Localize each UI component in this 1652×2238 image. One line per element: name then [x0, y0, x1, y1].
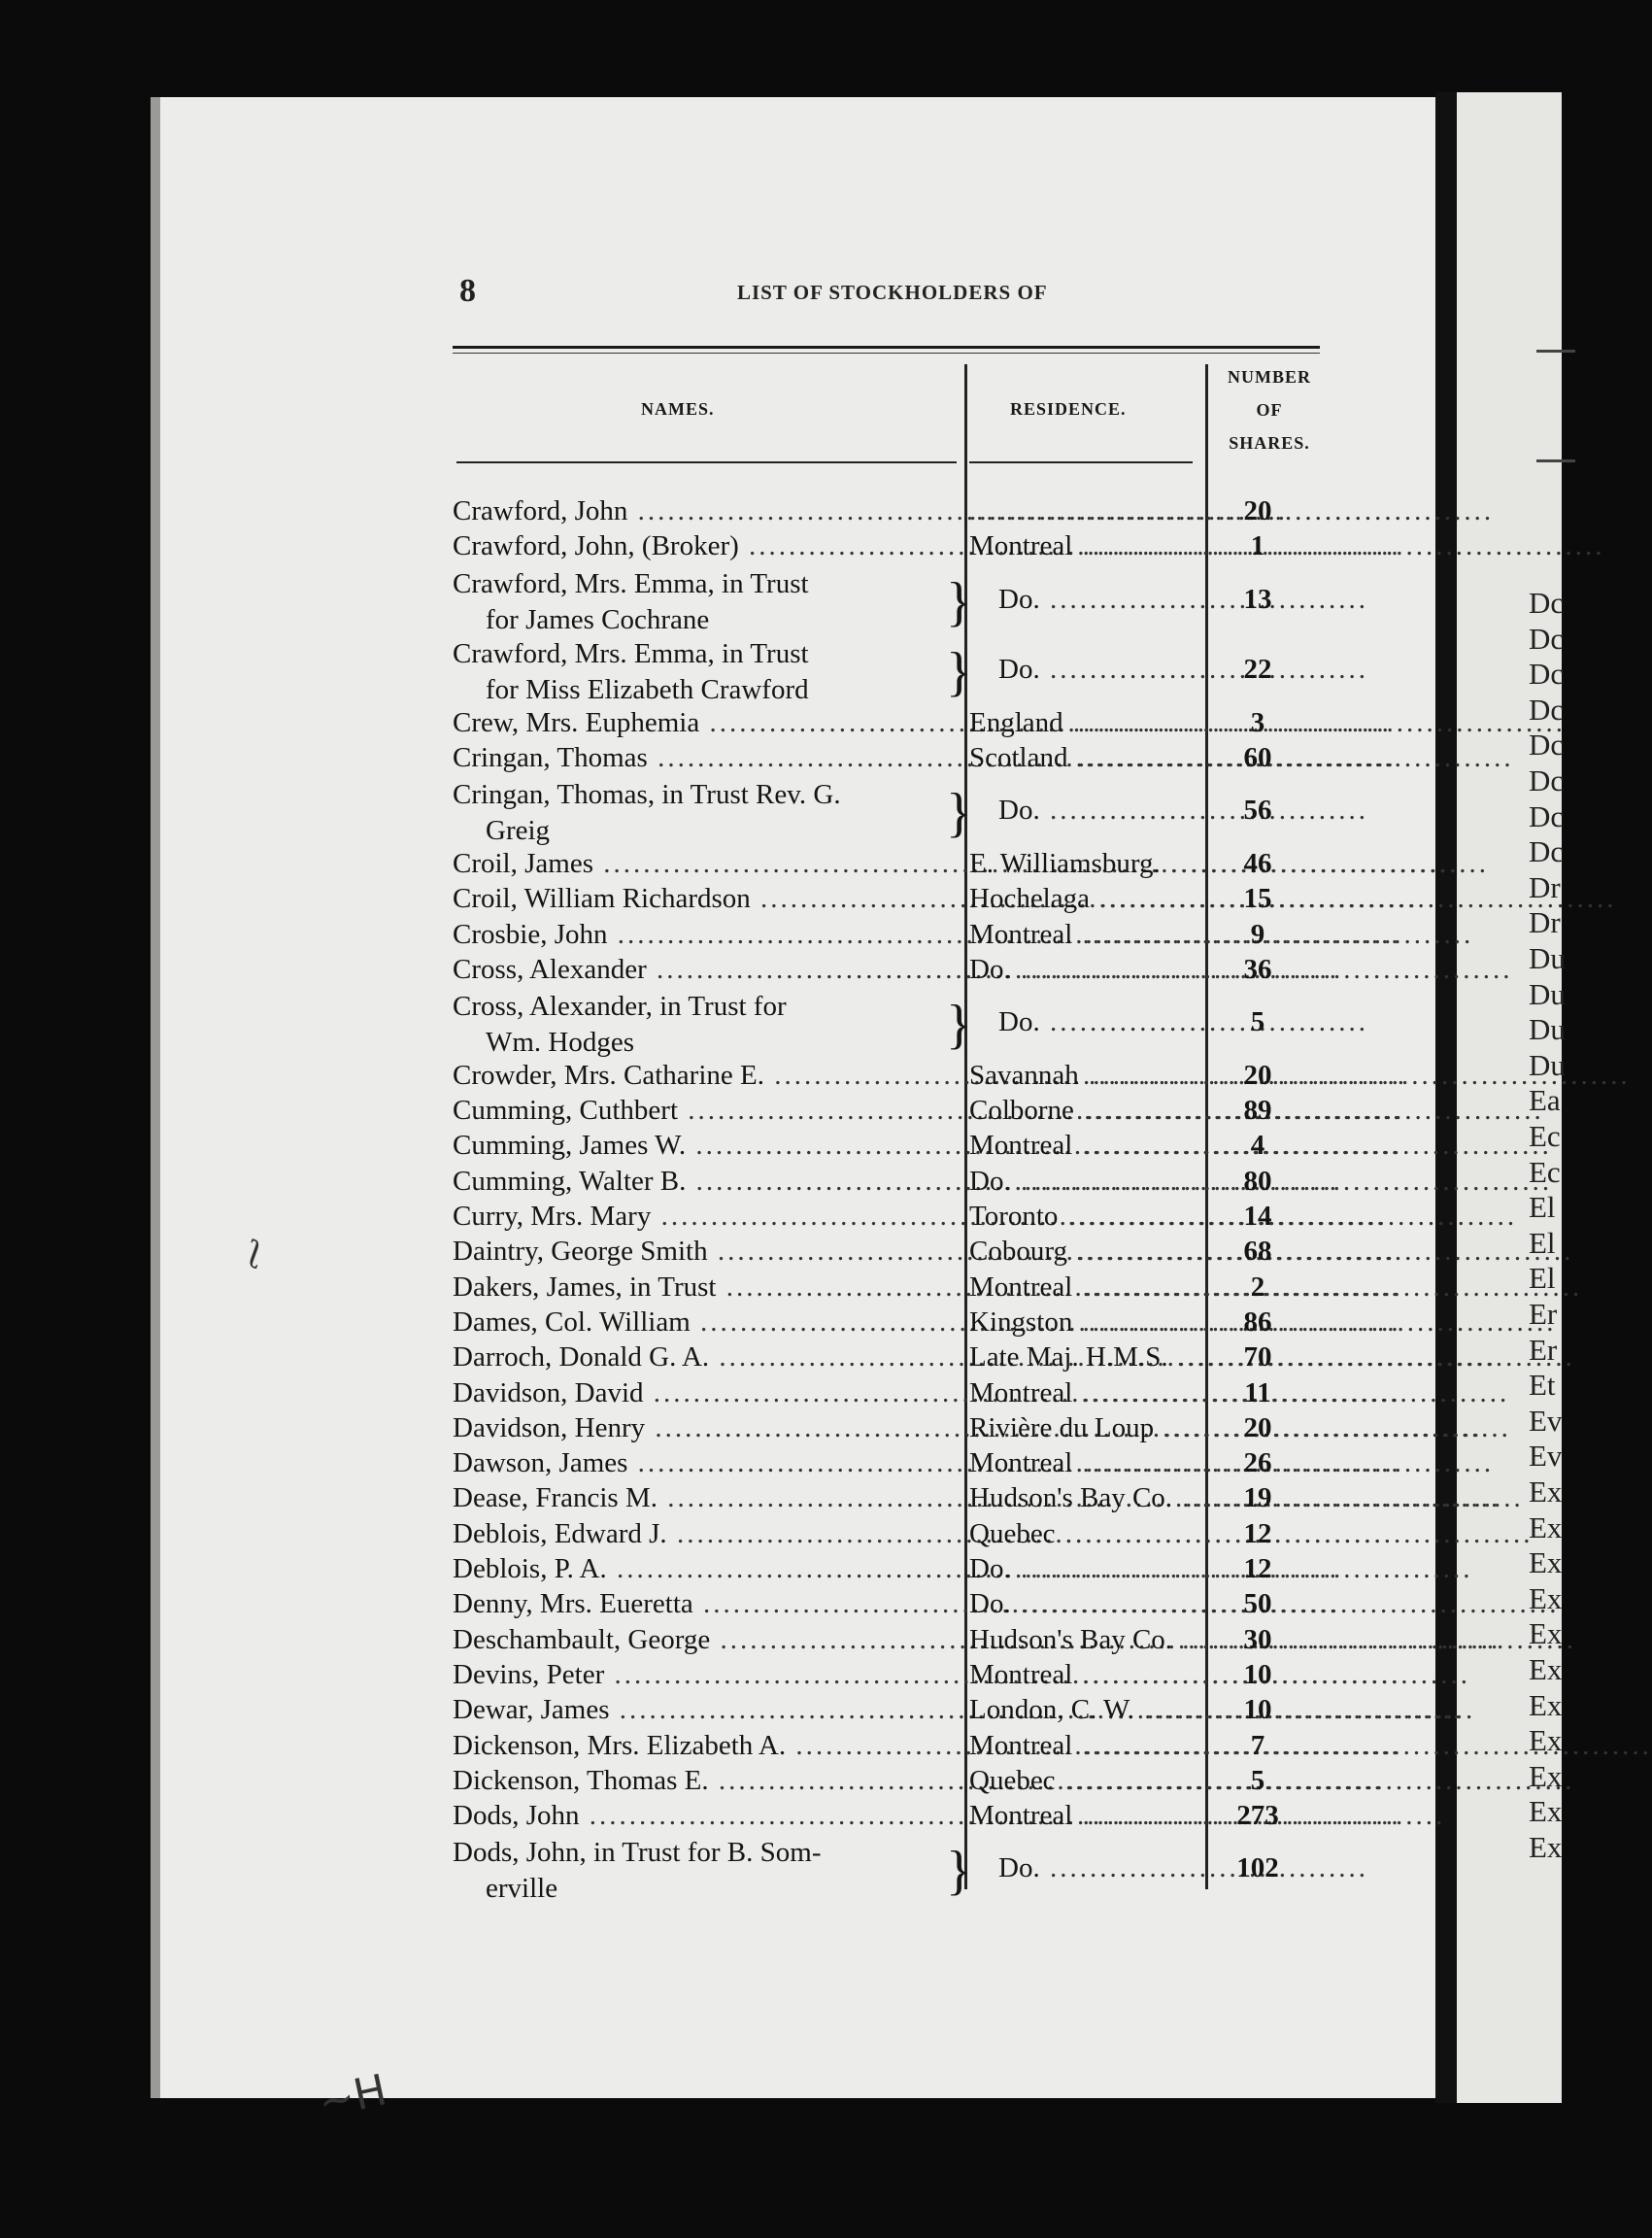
share-count: 102 — [1236, 1852, 1279, 1884]
shares-header-line: SHARES. — [1229, 433, 1310, 453]
share-count: 4 — [1250, 1130, 1265, 1162]
share-count: 2 — [1250, 1271, 1265, 1303]
share-count: 22 — [1243, 654, 1272, 686]
column-header-residence: RESIDENCE. — [1010, 399, 1127, 419]
share-count: 20 — [1243, 495, 1272, 526]
residence: Do. ..... — [969, 1852, 1224, 1884]
residence: Do. ..... — [969, 1588, 1195, 1620]
residence: Late Maj. H.M.S. ..... — [969, 1341, 1195, 1373]
brace-mark: } — [946, 783, 972, 844]
residence: Do. ..... — [969, 1166, 1195, 1198]
share-count: 10 — [1243, 1658, 1272, 1690]
share-count: 3 — [1250, 706, 1265, 738]
residence: Hudson's Bay Co. ..... — [969, 1482, 1195, 1514]
facing-page-fragment: Ex — [1529, 1758, 1563, 1793]
facing-page-fragment: Ex — [1529, 1509, 1563, 1544]
name-line-2: Wm. Hodges — [486, 1027, 635, 1059]
share-count: 5 — [1250, 1764, 1265, 1796]
stockholder-name: Devins, Peter ..... — [453, 1659, 960, 1691]
stockholder-name: Dakers, James, in Trust ..... — [453, 1272, 960, 1304]
stockholder-name: Davidson, Henry ..... — [453, 1412, 960, 1444]
pencil-mark: ʅ — [240, 1231, 272, 1278]
share-count: 273 — [1236, 1800, 1279, 1832]
name-line-1: Cross, Alexander, in Trust for — [453, 991, 787, 1023]
share-count: 13 — [1243, 583, 1272, 615]
stockholder-name: Cringan, Thomas ..... — [453, 742, 960, 774]
share-count: 30 — [1243, 1623, 1272, 1655]
stockholder-name: Dickenson, Mrs. Elizabeth A. ..... — [453, 1730, 960, 1762]
share-count: 14 — [1243, 1201, 1272, 1232]
stockholder-name: Darroch, Donald G. A. ..... — [453, 1341, 960, 1373]
share-count: 11 — [1244, 1376, 1271, 1408]
stockholder-name: Deschambault, George ..... — [453, 1624, 960, 1656]
residence: Montreal ..... — [969, 1730, 1195, 1762]
residence: Do. ..... — [969, 795, 1224, 827]
facing-page-fragment: Ev — [1529, 1439, 1563, 1474]
header-double-rule — [453, 346, 1320, 349]
facing-page-fragment: Ex — [1529, 1475, 1563, 1509]
stockholder-name: Cumming, Cuthbert ..... — [453, 1095, 960, 1127]
residence: Do. ..... — [969, 654, 1224, 686]
facing-page-fragment: El — [1529, 1225, 1556, 1260]
share-count: 12 — [1243, 1553, 1272, 1584]
residence — [969, 495, 1195, 527]
residence: Savannah ..... — [969, 1060, 1195, 1092]
share-count: 7 — [1250, 1729, 1265, 1761]
stockholder-name — [453, 989, 943, 1061]
name-line-2: for James Cochrane — [486, 603, 710, 635]
name-line-2: Greig — [486, 815, 551, 847]
residence: Colborne ..... — [969, 1095, 1195, 1127]
brace-mark: } — [946, 995, 972, 1056]
name-line-2: for Miss Elizabeth Crawford — [486, 674, 809, 706]
facing-page-fragment: Er — [1529, 1297, 1558, 1331]
residence: England ..... — [969, 707, 1195, 739]
facing-page-rule — [1536, 459, 1575, 462]
facing-page-fragment: Ea — [1529, 1083, 1561, 1118]
share-count: 89 — [1243, 1095, 1272, 1127]
facing-page-fragment: El — [1529, 1261, 1556, 1296]
facing-page-fragment: Ex — [1529, 1723, 1563, 1758]
stockholder-name: Crawford, John, (Broker) ..... — [453, 530, 960, 562]
stockholder-name: Cumming, James W. ..... — [453, 1130, 960, 1162]
stockholder-name: Curry, Mrs. Mary ..... — [453, 1201, 960, 1233]
facing-page-fragment: Ev — [1529, 1403, 1563, 1438]
facing-page-fragment: Er — [1529, 1332, 1558, 1367]
stockholder-name: Dames, Col. William ..... — [453, 1306, 960, 1339]
facing-page-fragment: Du — [1529, 1012, 1566, 1047]
residence: Hochelaga ..... — [969, 883, 1195, 915]
facing-page-fragment: Ec — [1529, 1119, 1561, 1153]
share-count: 26 — [1243, 1447, 1272, 1479]
facing-page-fragment: Du — [1529, 941, 1566, 975]
residence: Scotland ..... — [969, 742, 1195, 774]
stockholder-name: Croil, James ..... — [453, 848, 960, 880]
header-double-rule-thin — [453, 353, 1320, 354]
share-count: 1 — [1250, 530, 1265, 562]
share-count: 70 — [1243, 1341, 1272, 1373]
residence: Montreal ..... — [969, 1130, 1195, 1162]
facing-page-fragment: Dc — [1529, 728, 1565, 763]
stockholder-name: Crawford, John ..... — [453, 495, 960, 527]
residence: Montreal ..... — [969, 1800, 1195, 1832]
name-line-1: Crawford, Mrs. Emma, in Trust — [453, 567, 809, 599]
facing-page-fragment: Dr — [1529, 905, 1561, 940]
facing-page-fragment: Et — [1529, 1368, 1556, 1403]
share-count: 46 — [1243, 848, 1272, 879]
residence: Cobourg ..... — [969, 1236, 1195, 1268]
shares-header-line: OF — [1256, 400, 1283, 420]
share-count: 56 — [1243, 795, 1272, 827]
stockholder-name: Croil, William Richardson ..... — [453, 883, 960, 915]
residence: Montreal ..... — [969, 1377, 1195, 1409]
pencil-squiggle: ∼ᕼ — [314, 2066, 391, 2127]
share-count: 19 — [1243, 1482, 1272, 1514]
facing-page-fragment: Dc — [1529, 798, 1565, 833]
facing-page-fragment: Du — [1529, 976, 1566, 1011]
facing-page-fragment: Dc — [1529, 586, 1565, 620]
facing-page-fragment: Ex — [1529, 1652, 1563, 1686]
share-count: 15 — [1243, 883, 1272, 915]
stockholder-name — [453, 636, 943, 708]
residence: E. Williamsburg. ..... — [969, 848, 1195, 880]
page-number: 8 — [459, 273, 476, 309]
stockholder-name — [453, 1835, 943, 1907]
residence: Montreal ..... — [969, 1447, 1195, 1479]
stockholder-name: Davidson, David ..... — [453, 1377, 960, 1409]
residence: Quebec ..... — [969, 1765, 1195, 1797]
name-line-1: Dods, John, in Trust for B. Som- — [453, 1837, 822, 1869]
header-underline — [456, 461, 957, 463]
residence: London, C. W. ..... — [969, 1694, 1195, 1726]
stockholder-name: Cumming, Walter B. ..... — [453, 1166, 960, 1198]
residence: Do. ..... — [969, 954, 1195, 986]
facing-page-fragment: Ex — [1529, 1830, 1563, 1864]
facing-page-fragment: Ex — [1529, 1616, 1563, 1651]
stockholder-name: Deblois, P. A. ..... — [453, 1553, 960, 1585]
facing-page-fragment: Ex — [1529, 1687, 1563, 1722]
residence: Quebec ..... — [969, 1518, 1195, 1550]
stockholder-name: Deblois, Edward J. ..... — [453, 1518, 960, 1550]
facing-page-fragment: Ex — [1529, 1545, 1563, 1580]
share-count: 86 — [1243, 1306, 1272, 1338]
facing-page-fragment: Du — [1529, 1047, 1566, 1082]
brace-mark: } — [946, 571, 972, 632]
facing-page-fragment: Ex — [1529, 1794, 1563, 1829]
share-count: 10 — [1243, 1694, 1272, 1726]
stockholder-name: Dods, John ..... — [453, 1800, 960, 1832]
share-count: 20 — [1243, 1059, 1272, 1091]
residence: Montreal ..... — [969, 919, 1195, 951]
facing-page-fragment: Ex — [1529, 1580, 1563, 1615]
residence: Do. ..... — [969, 1006, 1224, 1038]
facing-page-fragment: Dc — [1529, 621, 1565, 656]
residence: Do. ..... — [969, 1553, 1195, 1585]
stockholder-name: Cross, Alexander ..... — [453, 954, 960, 986]
residence: Rivière du Loup ..... — [969, 1412, 1195, 1444]
brace-mark: } — [946, 1841, 972, 1902]
facing-page-fragment: Dc — [1529, 763, 1565, 797]
stockholder-name — [453, 566, 943, 638]
share-count: 9 — [1250, 918, 1265, 950]
facing-page-fragment: El — [1529, 1190, 1556, 1225]
residence: Toronto ..... — [969, 1201, 1195, 1233]
share-count: 36 — [1243, 953, 1272, 985]
column-header-names: NAMES. — [641, 399, 715, 419]
shares-header-line: NUMBER — [1228, 367, 1311, 387]
share-count: 5 — [1250, 1006, 1265, 1038]
name-line-1: Crawford, Mrs. Emma, in Trust — [453, 638, 809, 670]
residence: Montreal ..... — [969, 1272, 1195, 1304]
stockholder-name: Dawson, James ..... — [453, 1447, 960, 1479]
facing-page-rule — [1536, 350, 1575, 353]
share-count: 20 — [1243, 1411, 1272, 1443]
facing-page-fragment: Dc — [1529, 692, 1565, 727]
column-header-shares — [1212, 360, 1327, 459]
facing-page-fragment: Dc — [1529, 657, 1565, 692]
residence: Do. ..... — [969, 584, 1224, 616]
residence: Montreal ..... — [969, 530, 1195, 562]
share-count: 80 — [1243, 1165, 1272, 1197]
header-underline — [969, 461, 1193, 463]
stockholder-name: Denny, Mrs. Eueretta ..... — [453, 1588, 960, 1620]
stockholder-name: Crew, Mrs. Euphemia ..... — [453, 707, 960, 739]
facing-page-fragment: Ec — [1529, 1154, 1561, 1189]
share-count: 68 — [1243, 1236, 1272, 1268]
stockholder-name: Dickenson, Thomas E. ..... — [453, 1765, 960, 1797]
running-title: LIST OF STOCKHOLDERS OF — [737, 281, 1048, 304]
stockholder-name: Crowder, Mrs. Catharine E. ..... — [453, 1060, 960, 1092]
stockholder-name: Dease, Francis M. ..... — [453, 1482, 960, 1514]
facing-page-fragment: Dr — [1529, 869, 1561, 904]
stockholder-name: Dewar, James ..... — [453, 1694, 960, 1726]
residence: Hudson's Bay Co. ..... — [969, 1624, 1195, 1656]
share-count: 50 — [1243, 1588, 1272, 1620]
residence: Montreal ..... — [969, 1659, 1195, 1691]
stockholder-name: Crosbie, John ..... — [453, 919, 960, 951]
facing-page-fragment: Dc — [1529, 834, 1565, 869]
stockholder-name — [453, 777, 943, 849]
name-line-2: erville — [486, 1873, 558, 1905]
stockholder-name: Daintry, George Smith ..... — [453, 1236, 960, 1268]
share-count: 60 — [1243, 742, 1272, 774]
residence: Kingston ..... — [969, 1306, 1195, 1339]
name-line-1: Cringan, Thomas, in Trust Rev. G. — [453, 779, 841, 811]
share-count: 12 — [1243, 1517, 1272, 1549]
brace-mark: } — [946, 642, 972, 703]
